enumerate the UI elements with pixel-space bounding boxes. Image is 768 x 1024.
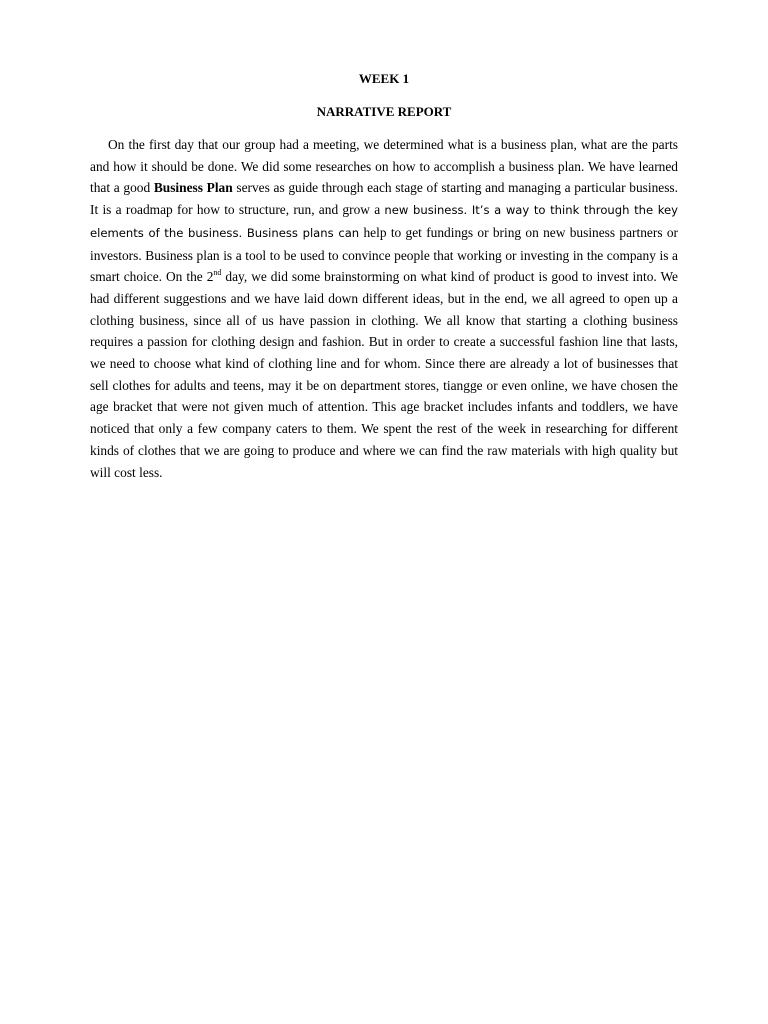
paragraph-text-2: serves as guide through each stage of starting and managing a particular business. It is a roadmap for how to structure, run, and grow a <box>90 180 678 218</box>
paragraph-text-sans: new business. It’s a way to think through the key elements of the business. Business plans can <box>90 203 678 240</box>
week-title: WEEK 1 <box>358 71 410 86</box>
business-plan-term: Business Plan <box>153 180 233 196</box>
paragraph-text-4: day, we did some brainstorming on what kind of product is good to invest into. We had different suggestions and we have laid down different ideas, but in the end, we all agreed to open up a clothing business, since all of us have passion in clothing. We all know that starting a clothing business requires a passion for clothing design and fashion. But in order to create a successful fashion line that lasts, we need to choose what kind of clothing line and for whom. Since there are already a lot of businesses that sell clothes for adults and teens, may it be on department stores, tiangge or even online, we have chosen the age bracket that were not given much of attention. This age bracket includes infants and toddlers, we have noticed that only a few company caters to them. We spent the rest of the week in researching for different kinds of clothes that we are going to produce and where we can find the raw materials with high quality but will cost less. <box>90 269 678 480</box>
report-title: NARRATIVE REPORT <box>316 104 452 119</box>
ordinal-superscript: nd <box>213 268 222 278</box>
report-paragraph <box>90 134 678 483</box>
paragraph-text-3: help to get fundings or bring on new business partners or investors. Business plan is a tool to be used to convince people that working or investing in the company is a smart choice. On the 2 <box>90 224 678 285</box>
paragraph-text-1: On the first day that our group had a meeting, we determined what is a business plan, what are the parts and how it should be done. We did some researches on how to accomplish a business plan. We have learned that a good <box>90 137 678 196</box>
